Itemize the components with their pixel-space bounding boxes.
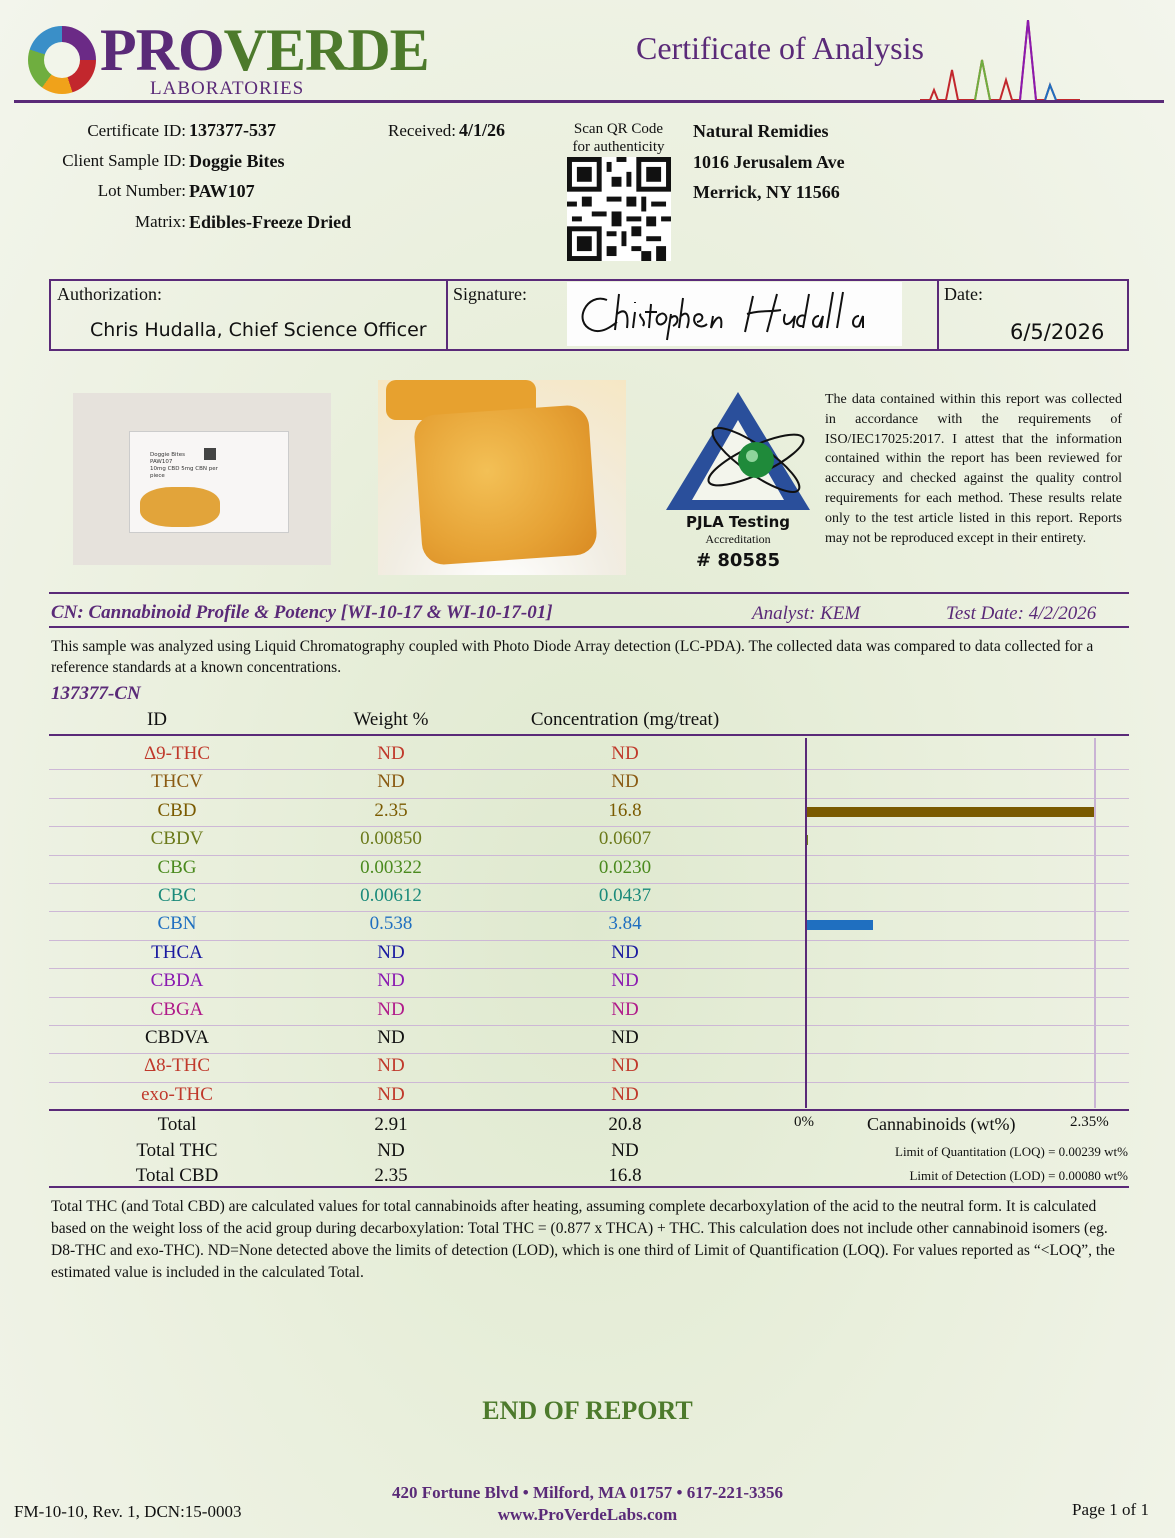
result-concentration: 0.0437 bbox=[598, 885, 652, 906]
date-label: Date: bbox=[944, 284, 983, 304]
result-weight: ND bbox=[377, 1027, 405, 1048]
qr-code-icon[interactable] bbox=[567, 157, 671, 261]
result-id: CBG bbox=[157, 856, 197, 878]
result-id: THCA bbox=[151, 941, 203, 963]
accreditation-statement: The data contained within this report was collected in accordance with the requirements of ISO/IEC17025:2017. I attest that the information contained within the report has been reviewed for accuracy and checked against the quality control requirements for each method. These results relate only to the test article listed in this report. Reports may not be reproduced except in their entirety. bbox=[825, 392, 1122, 546]
table-row bbox=[49, 769, 1129, 798]
form-id: FM-10-10, Rev. 1, DCN:15-0003 bbox=[14, 1502, 242, 1521]
pjla-accreditation: Accreditation bbox=[705, 532, 771, 546]
package-label bbox=[150, 452, 230, 480]
end-of-report: END OF REPORT bbox=[482, 1396, 693, 1425]
chart-max-line bbox=[1094, 738, 1096, 1108]
result-weight: 0.00612 bbox=[360, 885, 422, 906]
table-row bbox=[49, 968, 1129, 997]
signature-label: Signature: bbox=[453, 284, 527, 304]
package-bag bbox=[129, 431, 289, 533]
table-row bbox=[49, 855, 1129, 884]
package-label-line3: 10mg CBD 5mg CBN per bbox=[150, 466, 218, 472]
result-id: CBGA bbox=[150, 998, 204, 1020]
date-divider bbox=[937, 281, 939, 349]
chart-bar-cbdv bbox=[807, 835, 808, 845]
authorized-person: Chris Hudalla, Chief Science Officer bbox=[90, 319, 427, 341]
result-concentration: ND bbox=[611, 1027, 639, 1048]
result-weight: ND bbox=[377, 1083, 405, 1105]
table-row bbox=[49, 826, 1129, 855]
client-address-line1: 1016 Jerusalem Ave bbox=[693, 152, 845, 172]
section-title-rule bbox=[49, 626, 1129, 628]
chromatogram-peaks-icon bbox=[920, 20, 1080, 102]
result-concentration: 3.84 bbox=[608, 913, 642, 935]
loq-text: Limit of Quantitation (LOQ) = 0.00239 wt% bbox=[895, 1144, 1128, 1159]
chart-max-label: 2.35% bbox=[1070, 1114, 1109, 1130]
product-closeup-photo bbox=[378, 380, 626, 575]
package-label-line4: piece bbox=[150, 473, 165, 479]
calculation-note: Total THC (and Total CBD) are calculated values for total cannabinoids after heating, assuming complete decarboxylation of the acid to the neutral form. It is calculated based on the weight loss of the acid group during decarboxylation: Total THC = (0.877 x THCA) + THC. This calculation does not include other cannabinoid isomers (eg. D8-THC and exo-THC). ND=None detected above the limits of detection (LOD), which is one third of Limit of Quantification (LOQ). For values reported as “<LOQ”, the estimated value is included in the calculated Total. bbox=[51, 1198, 1115, 1281]
col-header-weight: Weight % bbox=[353, 709, 429, 730]
result-id: CBDVA bbox=[144, 1027, 210, 1048]
result-id: exo-THC bbox=[141, 1083, 213, 1105]
result-weight: ND bbox=[377, 771, 405, 793]
result-weight: 0.538 bbox=[369, 913, 413, 935]
result-concentration: ND bbox=[611, 771, 639, 793]
treat-in-bag bbox=[140, 487, 220, 527]
result-concentration: ND bbox=[611, 970, 639, 992]
result-id: CBN bbox=[157, 913, 197, 935]
result-id: CBDV bbox=[150, 828, 204, 850]
table-row bbox=[49, 883, 1129, 912]
lod-text: Limit of Detection (LOD) = 0.00080 wt% bbox=[909, 1168, 1128, 1183]
result-concentration: 16.8 bbox=[608, 799, 642, 821]
result-id: THCV bbox=[151, 771, 203, 793]
total-concentration: 16.8 bbox=[608, 1165, 642, 1186]
qr-caption-line1: Scan QR Code bbox=[573, 121, 664, 137]
logo-verde: VERDE bbox=[223, 17, 429, 83]
matrix-value: Edibles-Freeze Dried bbox=[189, 212, 352, 232]
footer-address: 420 Fortune Blvd • Milford, MA 01757 • 617-221-3356 bbox=[391, 1483, 784, 1502]
matrix-label: Matrix: bbox=[135, 212, 186, 231]
package-label-line2: PAW107 bbox=[150, 459, 173, 465]
result-id: Δ8-THC bbox=[143, 1055, 211, 1077]
result-id: Δ9-THC bbox=[143, 743, 211, 764]
result-concentration: ND bbox=[611, 1083, 639, 1105]
logo-wordmark bbox=[100, 17, 429, 83]
table-row bbox=[49, 940, 1129, 969]
result-concentration: 0.0230 bbox=[598, 856, 652, 878]
result-weight: ND bbox=[377, 1055, 405, 1077]
result-weight: 2.35 bbox=[374, 799, 408, 821]
signature-date: 6/5/2026 bbox=[1010, 320, 1105, 344]
result-weight: ND bbox=[377, 970, 405, 992]
product-package-photo bbox=[73, 393, 331, 565]
client-sample-label: Client Sample ID: bbox=[62, 151, 186, 170]
total-label: Total THC bbox=[136, 1140, 218, 1161]
result-concentration: ND bbox=[611, 743, 639, 764]
treat-piece bbox=[413, 404, 598, 566]
result-concentration: ND bbox=[611, 941, 639, 963]
pjla-name: PJLA Testing bbox=[685, 513, 791, 531]
total-label: Total CBD bbox=[135, 1165, 219, 1186]
received-date: 4/1/26 bbox=[459, 120, 506, 140]
col-header-concentration: Concentration (mg/treat) bbox=[530, 709, 720, 730]
analyst: Analyst: KEM bbox=[752, 603, 861, 624]
method-description: This sample was analyzed using Liquid Chromatography coupled with Photo Diode Array detection (LC-PDA). The collected data was compared to data collected for a reference standards at a known concentrations. bbox=[51, 638, 1094, 676]
logo-circle-icon bbox=[28, 26, 96, 94]
received-label: Received: bbox=[388, 121, 456, 140]
chart-axis-title: Cannabinoids (wt%) bbox=[867, 1114, 1016, 1134]
header-divider bbox=[14, 100, 1164, 103]
table-totals-rule bbox=[49, 1109, 1129, 1111]
total-concentration: ND bbox=[611, 1140, 639, 1161]
chart-bar-cbd bbox=[807, 807, 1094, 817]
auth-divider bbox=[446, 281, 448, 349]
logo-pro: PRO bbox=[100, 17, 224, 83]
client-name: Natural Remidies bbox=[693, 121, 829, 141]
section-title: CN: Cannabinoid Profile & Potency [WI-10-17 & WI-10-17-01] bbox=[51, 602, 553, 623]
result-weight: ND bbox=[377, 941, 405, 963]
result-weight: ND bbox=[377, 998, 405, 1020]
section-top-rule bbox=[49, 592, 1129, 594]
client-address-line2: Merrick, NY 11566 bbox=[693, 182, 840, 202]
result-id: CBDA bbox=[150, 970, 204, 992]
total-concentration: 20.8 bbox=[608, 1114, 642, 1135]
footer-website[interactable]: www.ProVerdeLabs.com bbox=[497, 1505, 678, 1524]
signature-image bbox=[567, 282, 902, 346]
table-row bbox=[49, 911, 1129, 940]
pjla-logo-icon bbox=[664, 390, 812, 580]
qr-caption bbox=[556, 120, 681, 156]
authorization-label: Authorization: bbox=[57, 284, 162, 304]
result-concentration: ND bbox=[611, 1055, 639, 1077]
table-row bbox=[49, 1025, 1129, 1054]
result-weight: ND bbox=[377, 743, 405, 764]
result-concentration: ND bbox=[611, 998, 639, 1020]
table-row bbox=[49, 1053, 1129, 1082]
table-row bbox=[49, 741, 1129, 770]
client-sample: Doggie Bites bbox=[189, 151, 285, 171]
col-header-id: ID bbox=[146, 709, 168, 730]
total-weight: ND bbox=[377, 1140, 405, 1161]
pjla-number: # 80585 bbox=[696, 550, 780, 571]
certificate-id: 137377-537 bbox=[189, 120, 276, 140]
result-concentration: 0.0607 bbox=[598, 828, 652, 850]
test-date: Test Date: 4/2/2026 bbox=[946, 603, 1097, 624]
page-number: Page 1 of 1 bbox=[1072, 1500, 1149, 1519]
table-bottom-rule bbox=[49, 1186, 1129, 1188]
page-title: Certificate of Analysis bbox=[636, 30, 924, 66]
table-row bbox=[49, 997, 1129, 1026]
total-weight: 2.91 bbox=[374, 1114, 408, 1135]
package-label-line1: Doggie Bites bbox=[150, 452, 185, 458]
lot-label: Lot Number: bbox=[97, 181, 186, 200]
table-header-rule bbox=[49, 734, 1129, 736]
certificate-id-label: Certificate ID: bbox=[87, 121, 186, 140]
total-weight: 2.35 bbox=[374, 1165, 408, 1186]
total-label: Total bbox=[157, 1114, 197, 1135]
sample-id: 137377-CN bbox=[51, 683, 141, 704]
lot-number: PAW107 bbox=[189, 181, 255, 201]
qr-caption-line2: for authenticity bbox=[572, 139, 665, 155]
table-row bbox=[49, 1082, 1129, 1111]
chart-min-label: 0% bbox=[794, 1114, 814, 1130]
result-id: CBD bbox=[157, 799, 197, 821]
result-id: CBC bbox=[157, 885, 197, 906]
logo-subtitle: LABORATORIES bbox=[150, 78, 305, 99]
package-qr-icon bbox=[204, 448, 216, 460]
result-weight: 0.00850 bbox=[360, 828, 422, 850]
chart-bar-cbn bbox=[807, 920, 873, 930]
result-weight: 0.00322 bbox=[360, 856, 422, 878]
